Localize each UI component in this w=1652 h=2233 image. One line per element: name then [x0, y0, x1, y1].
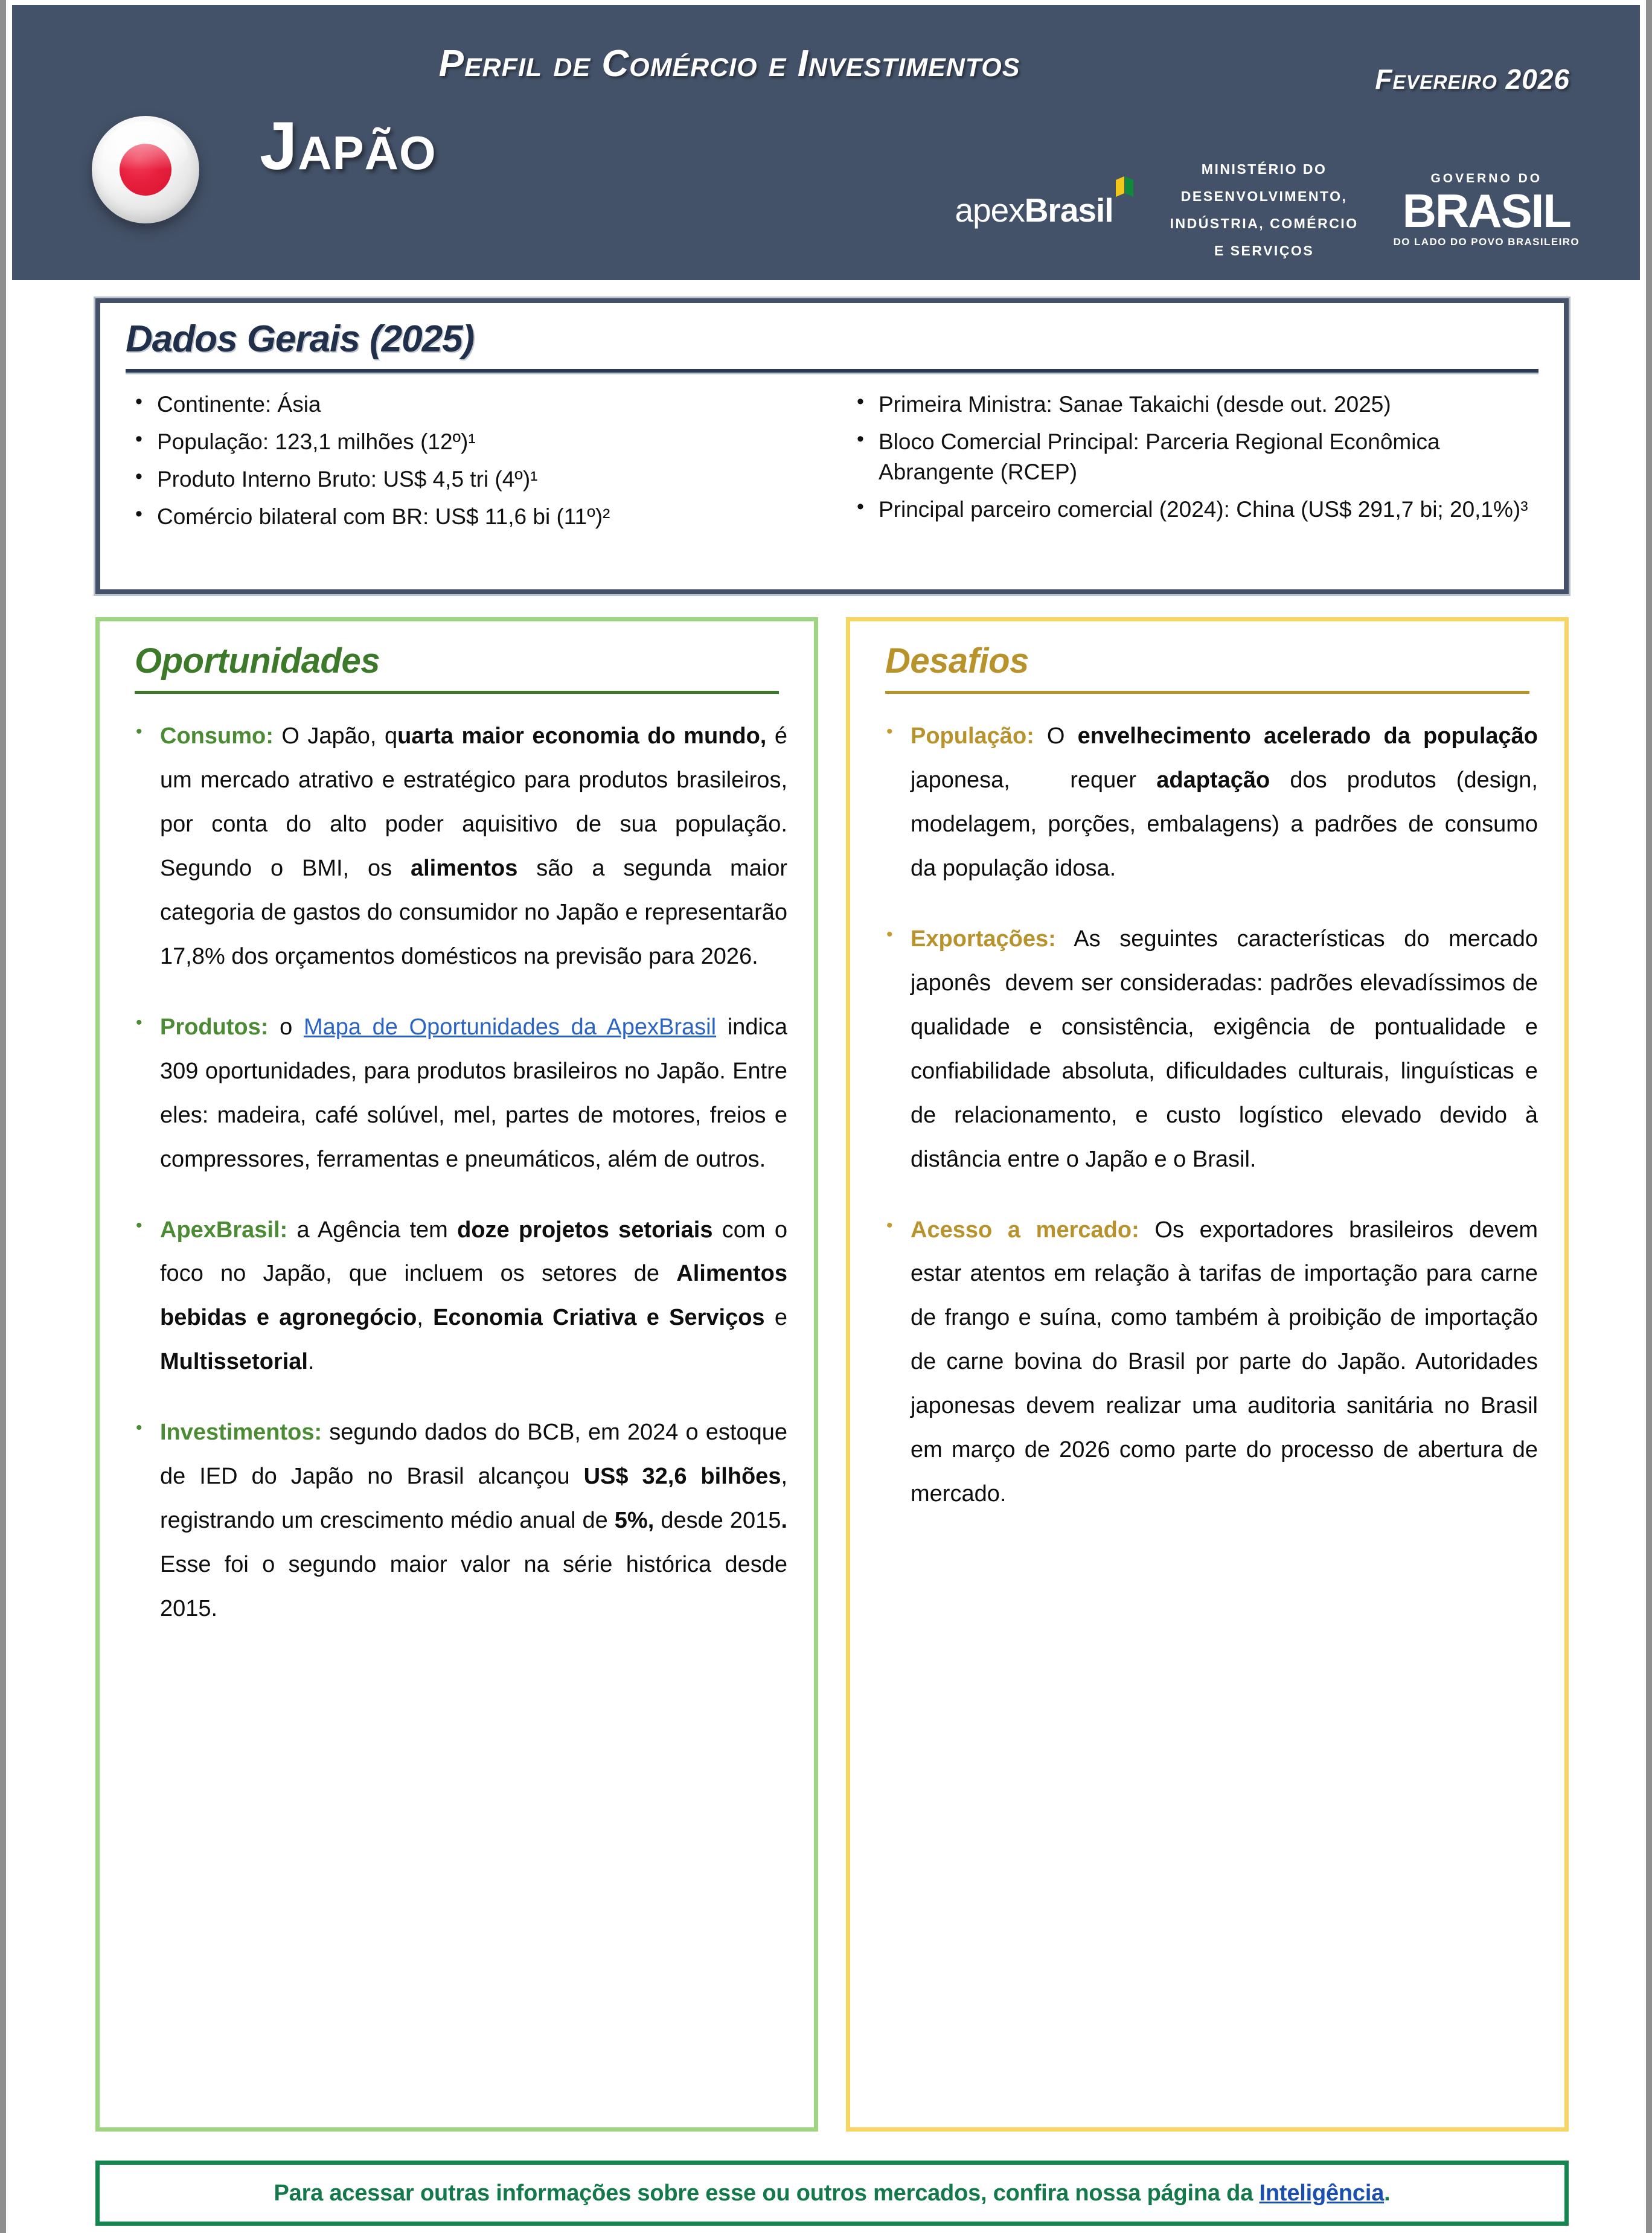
list-item: • População: 123,1 milhões (12º)¹: [157, 427, 818, 457]
desafios-list: [877, 714, 1538, 1516]
footer-box: [95, 2161, 1569, 2226]
apexbrasil-logo: [955, 191, 1135, 229]
desafios-title: Desafios: [885, 641, 1029, 681]
gov-logo-subtitle: DO LADO DO POVO BRASILEIRO: [1393, 236, 1580, 248]
desafios-divider: [885, 691, 1529, 694]
content-panels: [95, 617, 1569, 2132]
desafios-panel: [846, 617, 1569, 2132]
oportunidades-title: Oportunidades: [135, 641, 380, 681]
ministry-line-4: E SERVIÇOS: [1214, 242, 1314, 258]
page-title: Perfil de Comércio e Investimentos: [438, 43, 1020, 85]
list-item: • Continente: Ásia: [157, 389, 818, 420]
footer-text-after: .: [1384, 2180, 1391, 2206]
japan-flag-icon: [92, 116, 199, 223]
ministry-line-2: DESENVOLVIMENTO,: [1180, 188, 1348, 204]
ministry-line-1: MINISTÉRIO DO: [1201, 161, 1327, 177]
list-item: • Exportações: As seguintes características do mercado japonês devem ser consideradas: padrões elevadíssimos de qualidade e consistência, exigência de pontualidade e confiabilidade absoluta, dificuldades culturais, linguísticas e de relacionamento, e custo logístico elevado devido à distância entre o Japão e o Brasil.: [911, 917, 1538, 1182]
dados-gerais-left-column: [124, 389, 818, 539]
gov-logo-top: GOVERNO DO: [1430, 171, 1543, 185]
oportunidades-panel: [95, 617, 818, 2132]
inteligencia-link[interactable]: Inteligência: [1259, 2180, 1385, 2206]
ministry-line-3: INDÚSTRIA, COMÉRCIO: [1170, 215, 1359, 231]
dados-gerais-right-column: [846, 389, 1540, 539]
list-item[interactable]: • Produtos: o Mapa de Oportunidades da ApexBrasil indica 309 oportunidades, para produtos brasileiros no Japão. Entre eles: madeira, café solúvel, mel, partes de motores, freios e compressores, ferramentas e pneumáticos, além de outros.: [160, 1005, 787, 1182]
publication-date: Fevereiro 2026: [1375, 63, 1570, 95]
list-item: • Principal parceiro comercial (2024): China (US$ 291,7 bi; 20,1%)³: [879, 495, 1540, 525]
footer-text-before: Para acessar outras informações sobre esse ou outros mercados, confira nossa página da: [274, 2180, 1260, 2206]
dados-gerais-title: Dados Gerais (2025): [126, 318, 475, 360]
dados-gerais-columns: [100, 389, 1564, 539]
list-item: • Produto Interno Bruto: US$ 4,5 tri (4º)¹: [157, 464, 818, 495]
governo-do-brasil-logo: [1394, 171, 1580, 249]
oportunidades-divider: [135, 691, 779, 694]
page-header: [12, 5, 1640, 280]
apexbrasil-logo-light: apex: [955, 191, 1025, 229]
flag-red-disc: [120, 144, 171, 196]
dados-gerais-divider: [126, 369, 1538, 373]
apexbrasil-mark-icon: [1115, 175, 1135, 202]
header-logos: [955, 156, 1580, 264]
list-item: • Bloco Comercial Principal: Parceria Regional Econômica Abrangente (RCEP): [879, 427, 1540, 487]
list-item: • Consumo: O Japão, quarta maior economia do mundo, é um mercado atrativo e estratégico para produtos brasileiros, por conta do alto poder aquisitivo de sua população. Segundo o BMI, os alimentos são a segunda maior categoria de gastos do consumidor no Japão e representarão 17,8% dos orçamentos domésticos na previsão para 2026.: [160, 714, 787, 979]
country-name: Japão: [260, 108, 437, 184]
apexbrasil-logo-bold: Brasil: [1024, 191, 1113, 229]
list-item: • Acesso a mercado: Os exportadores brasileiros devem estar atentos em relação à tarifas de importação para carne de frango e suína, como também à proibição de importação de carne bovina do Brasil por parte do Japão. Autoridades japonesas devem realizar uma auditoria sanitária no Brasil em março de 2026 como parte do processo de abertura de mercado.: [911, 1208, 1538, 1517]
list-item: • Comércio bilateral com BR: US$ 11,6 bi (11º)²: [157, 502, 818, 532]
list-item: • Investimentos: segundo dados do BCB, em 2024 o estoque de IED do Japão no Brasil alcançou US$ 32,6 bilhões, registrando um crescimento médio anual de 5%, desde 2015. Esse foi o segundo maior valor na série histórica desde 2015.: [160, 1411, 787, 1631]
ministry-logo: [1170, 156, 1359, 264]
dados-gerais-box: [95, 298, 1569, 594]
dados-gerais-left-list: [124, 389, 818, 532]
list-item: • ApexBrasil: a Agência tem doze projetos setoriais com o foco no Japão, que incluem os setores de Alimentos bebidas e agronegócio, Economia Criativa e Serviços e Multissetorial.: [160, 1208, 787, 1385]
dados-gerais-right-list: [846, 389, 1540, 525]
oportunidades-list: [126, 714, 787, 1631]
gov-logo-brasil: BRASIL: [1402, 184, 1570, 237]
list-item: • População: O envelhecimento acelerado da população japonesa, requer adaptação dos produtos (design, modelagem, porções, embalagens) a padrões de consumo da população idosa.: [911, 714, 1538, 891]
footer-text: [274, 2180, 1390, 2206]
list-item: • Primeira Ministra: Sanae Takaichi (desde out. 2025): [879, 389, 1540, 420]
